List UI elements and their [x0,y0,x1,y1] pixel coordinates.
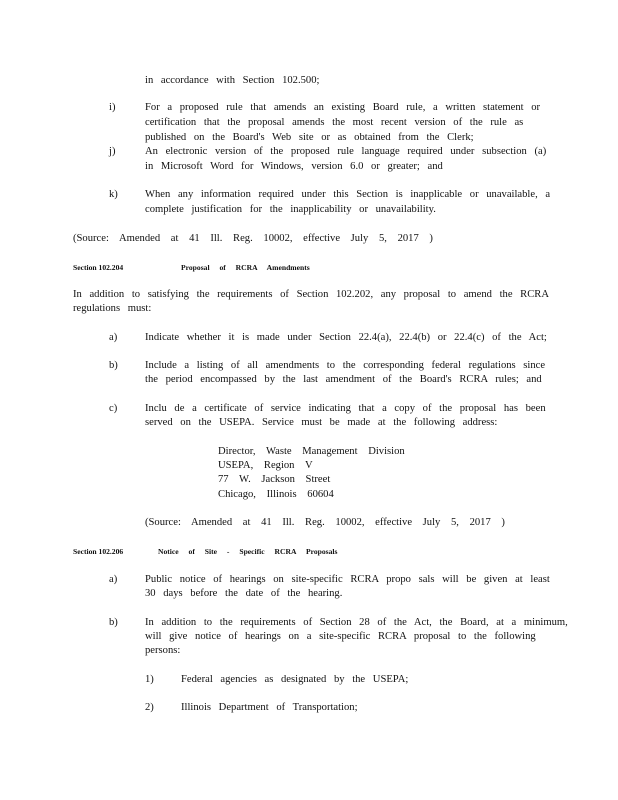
item-i-line-3: published on the Board's Web site or as obtained from the Clerk; [145,132,474,143]
item-b-line-1: In addition to the requirements of Section 28 of the Act, the Board, at a minimum, [145,617,568,628]
item-c-line-2: served on the USEPA. Service must be made at the following address: [145,417,498,428]
continued-text-line: in accordance with Section 102.500; [145,75,320,86]
section-intro-line-2: regulations must: [73,303,152,314]
item-c-line-1: Inclu de a certificate of service indicating that a copy of the proposal has been [145,403,546,414]
item-i-line-2: certification that the proposal amends the most recent version of the rule as [145,117,524,128]
item-j-line-2: in Microsoft Word for Windows, version 6.0 or greater; and [145,161,443,172]
address-line-2: USEPA, Region V [218,460,313,471]
item-a-line-2: 30 days before the date of the hearing. [145,588,343,599]
section-title: Proposal of RCRA Amendments [181,263,310,272]
item-b-line-1: Include a listing of all amendments to the corresponding federal regulations since [145,360,546,371]
item-k-label: k) [109,189,118,200]
item-j-line-1: An electronic version of the proposed rule language required under subsection (a) [145,146,547,157]
item-i-label: i) [109,102,116,113]
item-j-label: j) [109,146,116,157]
sub-item-1-label: 1) [145,674,154,685]
sub-item-2-text: Illinois Department of Transportation; [181,702,358,713]
item-b-line-2: the period encompassed by the last amendment of the Board's RCRA rules; and [145,374,542,385]
item-a-label: a) [109,574,118,585]
sub-item-2-label: 2) [145,702,154,713]
item-k-line-2: complete justification for the inapplicability or unavailability. [145,204,436,215]
item-b-label: b) [109,360,118,371]
source-note: (Source: Amended at 41 Ill. Reg. 10002, effective July 5, 2017 ) [145,517,505,528]
address-line-3: 77 W. Jackson Street [218,474,331,485]
section-number: Section 102.206 [73,547,124,556]
item-b-line-3: persons: [145,645,181,656]
item-b-label: b) [109,617,118,628]
item-k-line-1: When any information required under this Section is inapplicable or unavailable, a [145,189,551,200]
address-line-1: Director, Waste Management Division [218,446,405,457]
source-note: (Source: Amended at 41 Ill. Reg. 10002, effective July 5, 2017 ) [73,233,433,244]
item-a-line-1: Indicate whether it is made under Section 22.4(a), 22.4(b) or 22.4(c) of the Act; [145,332,547,343]
section-title: Notice of Site - Specific RCRA Proposals [158,547,338,556]
address-line-4: Chicago, Illinois 60604 [218,489,334,500]
item-c-label: c) [109,403,118,414]
item-i-line-1: For a proposed rule that amends an existing Board rule, a written statement or [145,102,541,113]
item-b-line-2: will give notice of hearings on a site-specific RCRA proposal to the following [145,631,536,642]
sub-item-1-text: Federal agencies as designated by the USEPA; [181,674,409,685]
section-intro-line-1: In addition to satisfying the requirements of Section 102.202, any proposal to amend the RCRA [73,289,550,300]
item-a-label: a) [109,332,118,343]
item-a-line-1: Public notice of hearings on site-specific RCRA propo sals will be given at least [145,574,550,585]
section-number: Section 102.204 [73,263,124,272]
